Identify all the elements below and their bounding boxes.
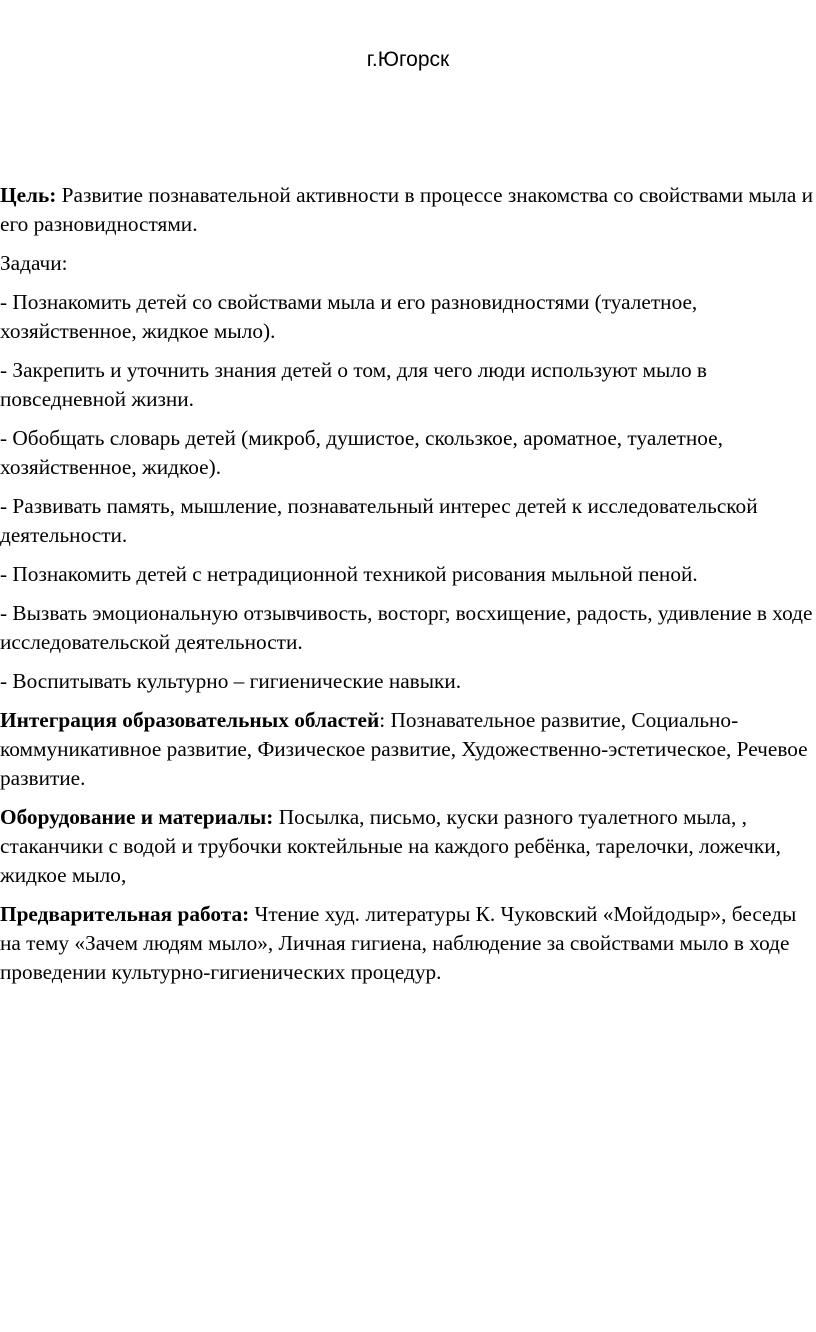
preparation-paragraph	[0, 900, 816, 987]
integration-label: Интеграция образовательных областей	[0, 708, 380, 732]
tasks-heading: Задачи:	[0, 251, 68, 275]
integration-text: : Познавательное развитие, Социально-коммуникативное развитие, Физическое развитие, Художественно-эстетическое, Речевое развитие.	[0, 708, 808, 790]
document-body	[0, 181, 816, 997]
task-item-1: - Познакомить детей со свойствами мыла и его разновидностями (туалетное, хозяйственное, жидкое мыло).	[0, 290, 698, 343]
preparation-label: Предварительная работа:	[0, 902, 250, 926]
goal-label: Цель:	[0, 183, 57, 207]
integration-paragraph	[0, 706, 816, 793]
task-item-2: - Закрепить и уточнить знания детей о том, для чего люди используют мыло в повседневной жизни.	[0, 358, 707, 411]
preparation-text: Чтение худ. литературы К. Чуковский «Мойдодыр», беседы на тему «Зачем людям мыло», Личная гигиена, наблюдение за свойствами мыло в ходе проведении культурно-гигиенических процедур.	[0, 902, 797, 984]
task-item-5: - Познакомить детей с нетрадиционной техникой рисования мыльной пеной.	[0, 562, 698, 586]
equipment-label: Оборудование и материалы:	[0, 805, 274, 829]
goal-paragraph	[0, 181, 816, 239]
task-item-3: - Обобщать словарь детей (микроб, душистое, скользкое, ароматное, туалетное, хозяйственное, жидкое).	[0, 426, 723, 479]
task-item-4: - Развивать память, мышление, познавательный интерес детей к исследовательской деятельности.	[0, 494, 758, 547]
task-item-6: - Вызвать эмоциональную отзывчивость, восторг, восхищение, радость, удивление в ходе исследовательской деятельности.	[0, 601, 813, 654]
equipment-text: Посылка, письмо, куски разного туалетного мыла, , стаканчики с водой и трубочки коктейльные на каждого ребёнка, тарелочки, ложечки, жидкое мыло,	[0, 805, 781, 887]
goal-text: Развитие познавательной активности в процессе знакомства со свойствами мыла и его разновидностями.	[0, 183, 814, 236]
equipment-paragraph	[0, 803, 816, 890]
city-heading: г.Югорск	[366, 48, 450, 71]
task-item-7: - Воспитывать культурно – гигиенические навыки.	[0, 669, 462, 693]
